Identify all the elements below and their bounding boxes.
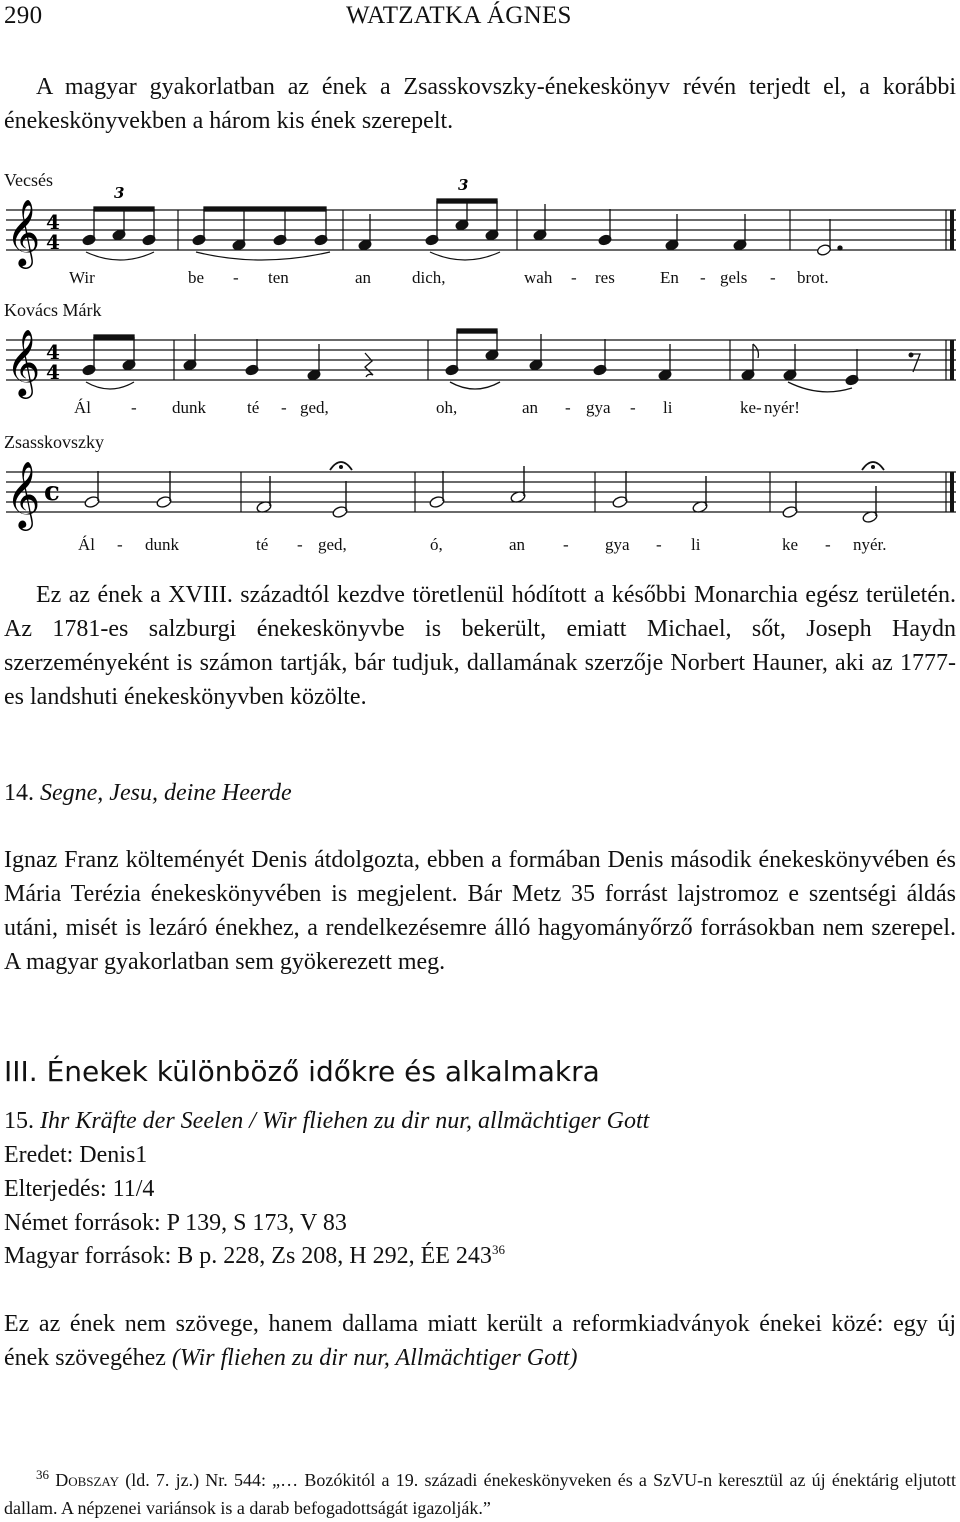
page-number: 290 — [4, 2, 43, 29]
triplet-mark: 3 — [458, 176, 469, 194]
treble-clef-icon: 𝄞 — [6, 198, 41, 266]
lyric-syllable: ged, — [318, 535, 347, 554]
music-staff-kovacs — [0, 320, 960, 420]
music-label-kovacs: Kovács Márk — [4, 300, 102, 320]
time-signature-bottom: 4 — [46, 230, 60, 254]
lyric-syllable: té — [256, 535, 269, 554]
lyric-syllable: dunk — [172, 398, 206, 417]
paragraph-segne — [4, 843, 956, 979]
paragraph-reform — [4, 1307, 956, 1375]
lyric-hyphen: - — [131, 398, 137, 417]
music-label-zsasskovszky: Zsasskovszky — [4, 432, 104, 452]
lyric-hyphen: - — [233, 268, 239, 287]
lyric-syllable: ke — [782, 535, 799, 554]
lyric-syllable: ke — [740, 398, 757, 417]
treble-clef-icon: 𝄞 — [6, 460, 41, 528]
lyric-syllable: brot. — [797, 268, 829, 287]
lyric-syllable: dich, — [412, 268, 446, 287]
lyric-syllable: li — [691, 535, 701, 554]
footnote-number: 36 — [36, 1467, 49, 1482]
section-heading: III. Énekek különböző időkre és alkalmakra — [4, 1055, 600, 1088]
time-signature-top: 4 — [46, 340, 60, 364]
music-staff-zsasskovszky — [0, 452, 960, 552]
lyric-syllable: oh, — [436, 398, 458, 417]
item-title: Segne, Jesu, deine Heerde — [40, 780, 292, 806]
lyric-syllable: Ál — [74, 398, 91, 417]
lyric-hyphen: - — [770, 268, 776, 287]
item-title: Ihr Kräfte der Seelen / Wir fliehen zu dir nur, allmächtiger Gott — [40, 1108, 650, 1134]
lyric-syllable: En — [660, 268, 679, 287]
lyric-syllable: wah — [524, 268, 553, 287]
running-title: WATZATKA ÁGNES — [346, 2, 572, 29]
paragraph-haydn — [4, 578, 956, 714]
lyric-syllable: be — [188, 268, 205, 287]
sources-text: Magyar források: B p. 228, Zs 208, H 292, ÉE 243 — [4, 1243, 492, 1269]
paragraph-text — [4, 1307, 956, 1375]
lyric-syllable: an — [509, 535, 526, 554]
time-signature-top: 4 — [46, 210, 60, 234]
triplet-mark: 3 — [114, 184, 125, 202]
paragraph-italic-title: (Wir fliehen zu dir nur, Allmächtiger Gott) — [171, 1345, 578, 1371]
treble-clef-icon: 𝄞 — [6, 328, 41, 396]
item-number: 14. — [4, 780, 34, 806]
lyric-hyphen: - — [756, 398, 762, 417]
lyric-hyphen: - — [630, 398, 636, 417]
paragraph-text: Ignaz Franz költeményét Denis átdolgozta, ebben a formában Denis második énekeskönyvében és Mária Terézia énekeskönyvében is megjelent. Bár Metz 35 forrást lajstromoz e szentségi áldás utáni, misét is lezáró énekhez, a rendelkezésemre álló hagyományőrző forrásokban nem szerepel. A magyar gyakorlatban sem gyökerezett meg. — [4, 847, 956, 975]
lyric-hyphen: - — [825, 535, 831, 554]
lyric-syllable: gels — [720, 268, 748, 287]
lyric-syllable: gya — [605, 535, 630, 554]
item-15-spread: Elterjedés: 11/4 — [4, 1176, 155, 1202]
lyric-hyphen: - — [281, 398, 287, 417]
music-label-vecses: Vecsés — [4, 170, 53, 190]
item-15-hungarian-sources — [4, 1243, 505, 1270]
item-14-heading — [4, 780, 292, 807]
paragraph-text: Ez az ének a XVIII. századtól kezdve töretlenül hódított a későbbi Monarchia egész területén. Az 1781-es salzburgi énekeskönyvbe is bekerült, emiatt Michael, sőt, Joseph Haydn szerzeményeként is számon tartják, bár tudjuk, dallamának szerzője Norbert Hauner, aki az 1777-es landshuti énekeskönyvben közölte. — [4, 582, 956, 710]
item-number: 15. — [4, 1108, 34, 1134]
lyric-hyphen: - — [297, 535, 303, 554]
item-15-origin: Eredet: Denis1 — [4, 1142, 148, 1168]
lyric-hyphen: - — [571, 268, 577, 287]
lyric-syllable: an — [355, 268, 372, 287]
lyric-hyphen: - — [656, 535, 662, 554]
intro-paragraph — [4, 70, 956, 138]
paragraph-text-start: Ez az ének nem szövege, hanem dallama miatt került a reformkiadványok énekei közé: egy új ének szövegéhez — [4, 1311, 956, 1371]
footnote-text: (ld. 7. jz.) Nr. 544: „… Bozókitól a 19. századi énekeskönyveken és a SzVU-n keresztül az új énektárig eljutott dallam. A népzenei variánsok is a darab befogadottságát igazolják.” — [4, 1470, 957, 1518]
rest-icon — [909, 353, 914, 358]
lyric-syllable: Wir — [69, 268, 95, 287]
fermata-icon — [330, 462, 884, 470]
lyric-syllable: dunk — [145, 535, 179, 554]
item-15-german-sources: Német források: P 139, S 173, V 83 — [4, 1210, 347, 1236]
item-15-heading — [4, 1108, 649, 1135]
lyric-syllable: an — [522, 398, 539, 417]
lyric-hyphen: - — [565, 398, 571, 417]
footnote-reference[interactable]: 36 — [491, 1242, 505, 1257]
time-signature-common: c — [44, 477, 60, 507]
lyric-syllable: li — [663, 398, 673, 417]
lyric-syllable: nyér. — [853, 535, 887, 554]
lyric-syllable: res — [595, 268, 615, 287]
lyric-syllable: nyér! — [764, 398, 800, 417]
lyric-syllable: ten — [268, 268, 289, 287]
intro-text: A magyar gyakorlatban az ének a Zsasskovszky-énekeskönyv révén terjedt el, a korábbi énekeskönyvekben a három kis ének szerepelt. — [4, 74, 956, 134]
lyric-hyphen: - — [563, 535, 569, 554]
lyric-syllable: gya — [586, 398, 611, 417]
lyric-syllable: té — [247, 398, 260, 417]
time-signature-bottom: 4 — [46, 360, 60, 384]
footnote-36 — [4, 1466, 956, 1522]
footnote-author: Dobszay — [55, 1470, 120, 1490]
lyric-hyphen: - — [117, 535, 123, 554]
lyric-hyphen: - — [700, 268, 706, 287]
lyric-syllable: Ál — [78, 535, 95, 554]
lyric-syllable: ó, — [430, 535, 443, 554]
lyric-syllable: ged, — [300, 398, 329, 417]
